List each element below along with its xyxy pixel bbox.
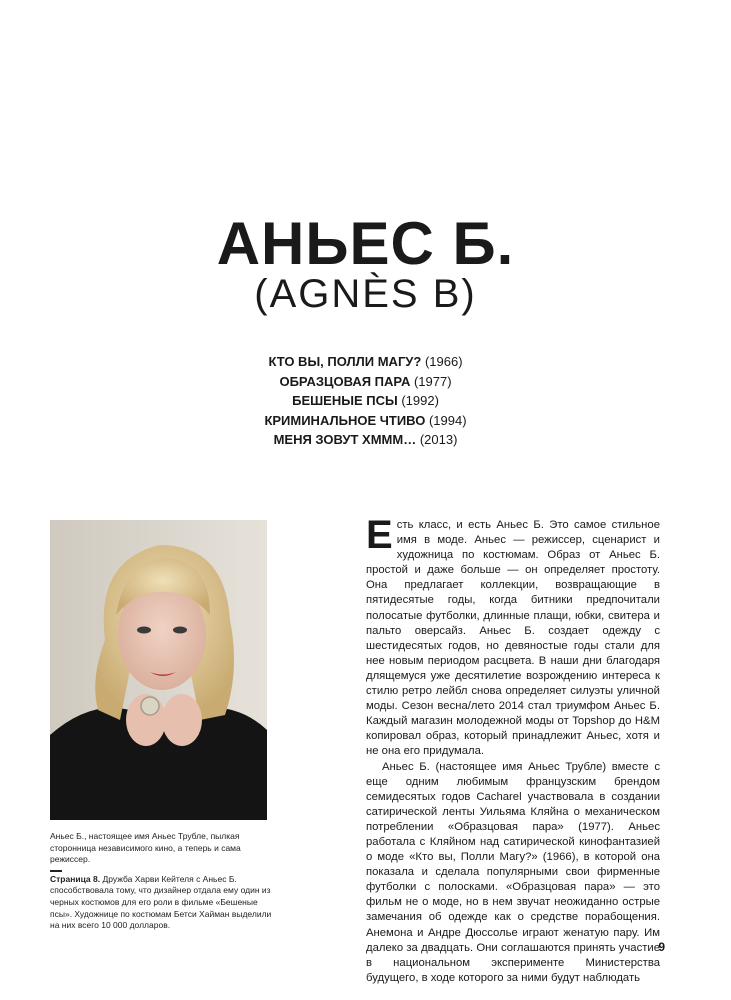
page-subtitle: (AGNÈS B) bbox=[254, 272, 477, 316]
film-year: (1994) bbox=[428, 412, 467, 428]
film-title: МЕНЯ ЗОВУТ ХМММ… bbox=[273, 432, 417, 447]
page-title: АНЬЕС Б. bbox=[216, 210, 515, 277]
film-year: (1992) bbox=[401, 393, 439, 408]
caption-note bbox=[50, 874, 272, 932]
article-paragraph: Аньес Б. (настоящее имя Аньес Трубле) вместе с еще одним любимым французским брендом семидесятых годов Cacharel участвовала в создании сатирической ленты Уильяма Кляйна о механическом потреблении «Образцовая пара» (1977). Аньес работала с Кляйном над сатирической кинофантазией о моде «Кто вы, Полли Магу?» (1966), в которой она показала и сделала популярными свои фирменные футболки с полосками. «Образцовая пара» — это фильм не о моде, но в нем звучат неожиданно острые замечания об одежде как о средстве порабощения. Анемона и Андре Дюссолье играют женатую пару. Им далеко за двадцать. Они соглашаются принять участие в национальном эксперименте Министерства будущего, в ходе которого за ними будут наблюдать bbox=[366, 760, 660, 984]
film-item bbox=[0, 372, 731, 392]
article-paragraph bbox=[366, 513, 660, 760]
photo-caption bbox=[50, 831, 272, 932]
portrait-illustration bbox=[50, 520, 267, 820]
article-body bbox=[366, 513, 660, 986]
caption-divider bbox=[50, 870, 62, 872]
page-number: 9 bbox=[658, 940, 665, 954]
film-title: КРИМИНАЛЬНОЕ ЧТИВО bbox=[264, 412, 426, 428]
film-item bbox=[0, 352, 731, 372]
film-title: БЕШЕНЫЕ ПСЫ bbox=[292, 393, 398, 408]
caption-text: Аньес Б., настоящее имя Аньес Трубле, пылкая сторонница независимого кино, а теперь и сама режиссер. bbox=[50, 831, 241, 865]
paragraph-text: сть класс, и есть Аньес Б. Это самое стильное имя в моде. Аньес — режиссер, сценарист и художница по костюмам. Образ от Аньес Б. простой и даже больше — он определяет простоту. Она предлагает коллекции, возвращающие в пятидесятые годы, когда битники предпочитали полосатые футболки, длинные плащи, юбки, свитера и пальто оверсайз. Аньес Б. создает одежду с шестидесятых годов, но девяностые годы стали для нее новым периодом расцвета. В наши дни благодаря длящемуся уже десятилетие возрождению интереса к стилю ретро лейбл снова определяет силуэты уличной моды. Сезон весна/лето 2014 стал триумфом Аньес Б. Каждый магазин молодежной моды от Topshop до H&M копировал образ, который принадлежит Аньес, хотя и не она его придумала. bbox=[366, 519, 660, 758]
film-item bbox=[0, 391, 731, 411]
caption-note-label: Страница 8. bbox=[50, 873, 101, 884]
film-year: (1977) bbox=[413, 373, 452, 389]
film-year: (1966) bbox=[424, 354, 463, 369]
film-item bbox=[0, 430, 731, 450]
film-title: ОБРАЗЦОВАЯ ПАРА bbox=[279, 373, 411, 389]
drop-cap: Е bbox=[366, 513, 393, 557]
film-title: КТО ВЫ, ПОЛЛИ МАГУ? bbox=[268, 354, 422, 369]
caption-note-text: Дружба Харви Кейтеля с Аньес Б. способствовала тому, что дизайнер отдала ему один из черных костюмов для его роли в фильме «Бешеные псы». Художнице по костюмам Бетси Хайман выделили на них всего 10 000 долларов. bbox=[50, 873, 272, 931]
film-list bbox=[0, 352, 731, 450]
portrait-photo bbox=[50, 520, 267, 820]
film-item bbox=[0, 411, 731, 431]
film-year: (2013) bbox=[419, 432, 458, 447]
